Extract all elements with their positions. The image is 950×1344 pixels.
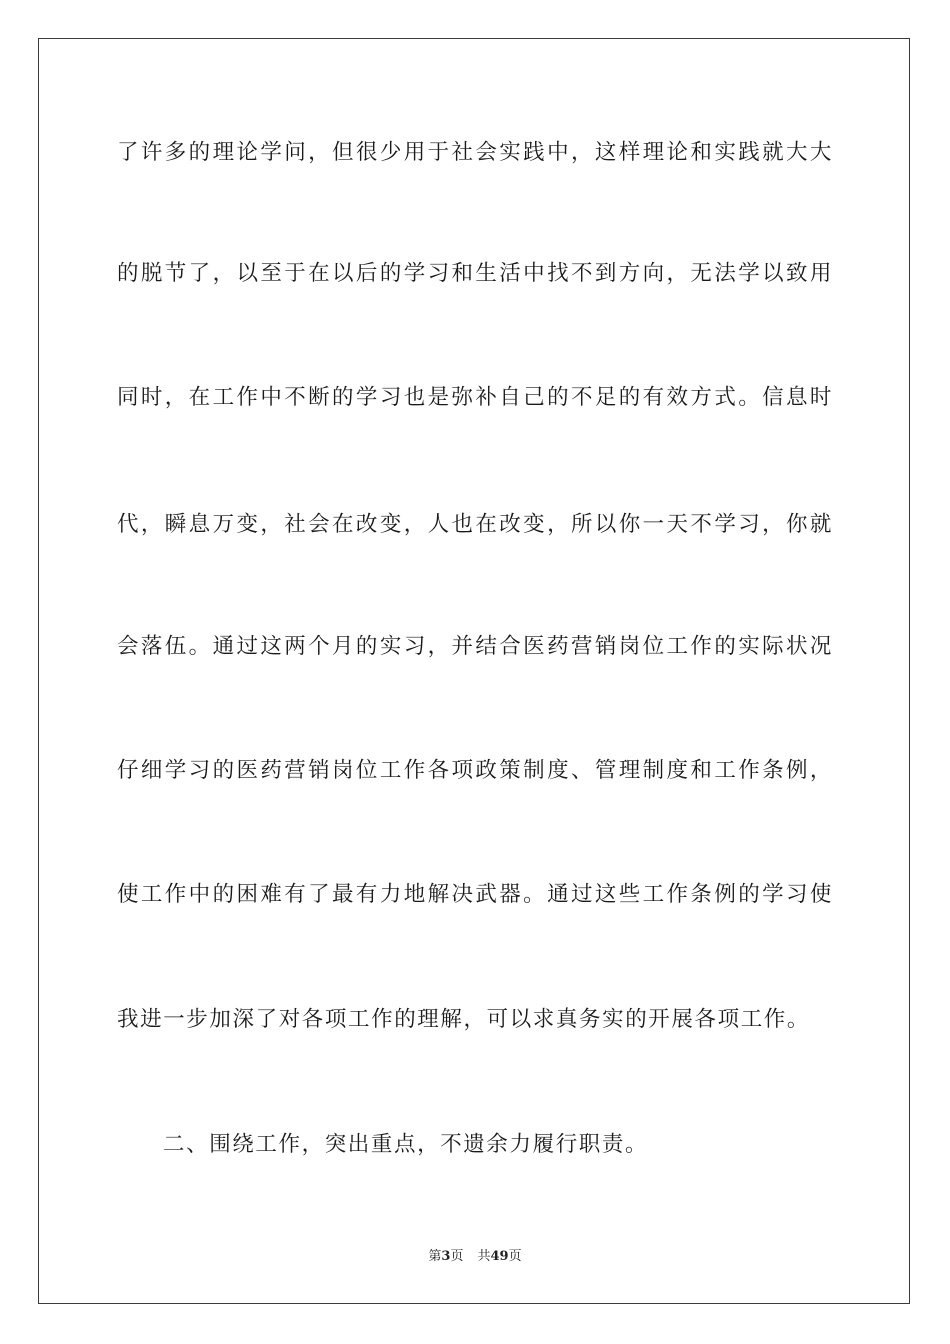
page-border [38, 38, 910, 1304]
text-line-1: 了许多的理论学问，但很少用于社会实践中，这样理论和实践就大大 [117, 140, 833, 165]
text-line-6: 仔细学习的医药营销岗位工作各项政策制度、管理制度和工作条例， [117, 758, 833, 783]
text-line-2: 的脱节了，以至于在以后的学习和生活中找不到方向，无法学以致用 [117, 261, 833, 286]
text-line-8: 我进一步加深了对各项工作的理解，可以求真务实的开展各项工作。 [117, 1007, 811, 1032]
text-line-5: 会落伍。通过这两个月的实习，并结合医药营销岗位工作的实际状况 [117, 634, 833, 659]
page-prefix: 第 [428, 1249, 442, 1264]
page-suffix: 页 [450, 1249, 464, 1264]
page-number: 3 [441, 1249, 451, 1264]
section-heading: 二、围绕工作，突出重点，不遗余力履行职责。 [163, 1132, 649, 1157]
total-prefix: 共 [477, 1249, 491, 1264]
total-pages: 49 [490, 1249, 509, 1264]
text-line-7: 使工作中的困难有了最有力地解决武器。通过这些工作条例的学习使 [117, 882, 833, 907]
page-footer [0, 1248, 950, 1266]
text-line-4: 代，瞬息万变，社会在改变，人也在改变，所以你一天不学习，你就 [117, 512, 833, 537]
text-line-3: 同时，在工作中不断的学习也是弥补自己的不足的有效方式。信息时 [117, 385, 833, 410]
total-suffix: 页 [508, 1249, 522, 1264]
